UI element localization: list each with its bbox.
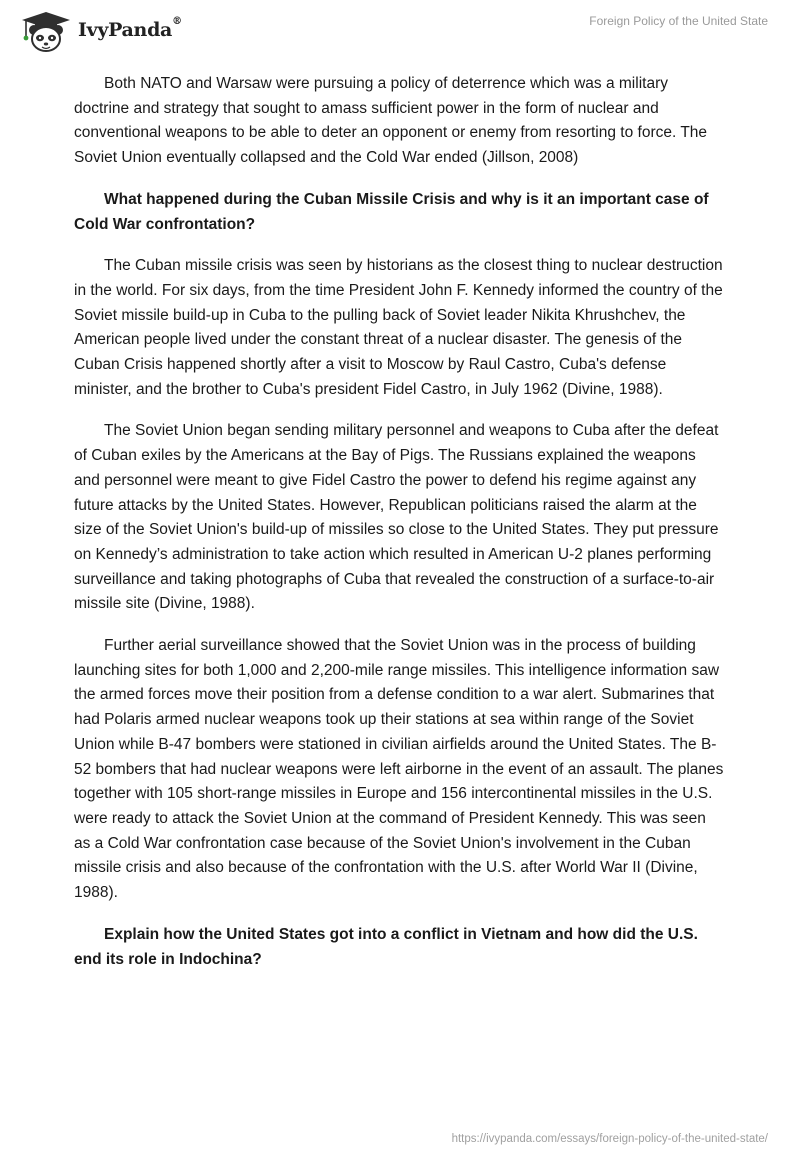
page-header (0, 0, 800, 60)
heading-cuban-missile-crisis: What happened during the Cuban Missile Crisis and why is it an important case of Cold War confrontation? (74, 190, 709, 233)
document-title: Foreign Policy of the United State (589, 14, 768, 28)
panda-graduate-icon (16, 8, 72, 52)
paragraph-aerial-surveillance: Further aerial surveillance showed that the Soviet Union was in the process of building launching sites for both 1,000 and 2,200-mile range missiles. This intelligence information saw the armed forces move their position from a defense condition to a war alert. Submarines that had Polaris armed nuclear weapons took up their stations at sea within range of the Soviet Union while B-47 bombers were stationed in civilian airfields around the United States. The B-52 bombers that had nuclear weapons were left airborne in the event of an assault. The planes together with 105 short-range missiles in Europe and 156 intercontinental missiles in the U.S. were ready to attack the Soviet Union at the command of President Kennedy. This was seen as a Cold War confrontation case because of the Soviet Union's involvement in the Cuban missile crisis and also because of the confrontation with the U.S. after World War II (Divine, 1988). (74, 637, 724, 902)
paragraph-cuban-crisis-intro: The Cuban missile crisis was seen by historians as the closest thing to nuclear destruction in the world. For six days, from the time President John F. Kennedy informed the country of the Soviet missile build-up in Cuba to the pulling back of Soviet leader Nikita Khrushchev, the American people lived under the constant threat of a nuclear disaster. The genesis of the Cuban Crisis happened shortly after a visit to Moscow by Raul Castro, Cuba's defense minister, and the brother to Cuba's president Fidel Castro, in July 1962 (Divine, 1988). (74, 257, 723, 398)
essay-body (74, 72, 724, 989)
source-url[interactable]: https://ivypanda.com/essays/foreign-policy-of-the-united-state/ (451, 1133, 768, 1145)
paragraph-soviet-weapons: The Soviet Union began sending military personnel and weapons to Cuba after the defeat of Cuban exiles by the Americans at the Bay of Pigs. The Russians explained the weapons and personnel were meant to give Fidel Castro the power to defend his regime against any future attacks by the United States. However, Republican politicians raised the alarm at the size of the Soviet Union's build-up of missiles so close to the United States. They put pressure on Kennedy’s administration to take action which resulted in American U-2 planes performing surveillance and taking photographs of Cuba that revealed the construction of a surface-to-air missile site (Divine, 1988). (74, 422, 719, 613)
heading-vietnam-conflict: Explain how the United States got into a conflict in Vietnam and how did the U.S. end its role in Indochina? (74, 925, 698, 968)
paragraph-deterrence: Both NATO and Warsaw were pursuing a policy of deterrence which was a military doctrine and strategy that sought to amass sufficient power in the form of nuclear and conventional weapons to be able to deter an opponent or enemy from resorting to force. The Soviet Union eventually collapsed and the Cold War ended (Jillson, 2008) (74, 75, 708, 167)
ivypanda-logo[interactable] (16, 8, 182, 52)
logo-text: IvyPanda® (78, 16, 182, 41)
